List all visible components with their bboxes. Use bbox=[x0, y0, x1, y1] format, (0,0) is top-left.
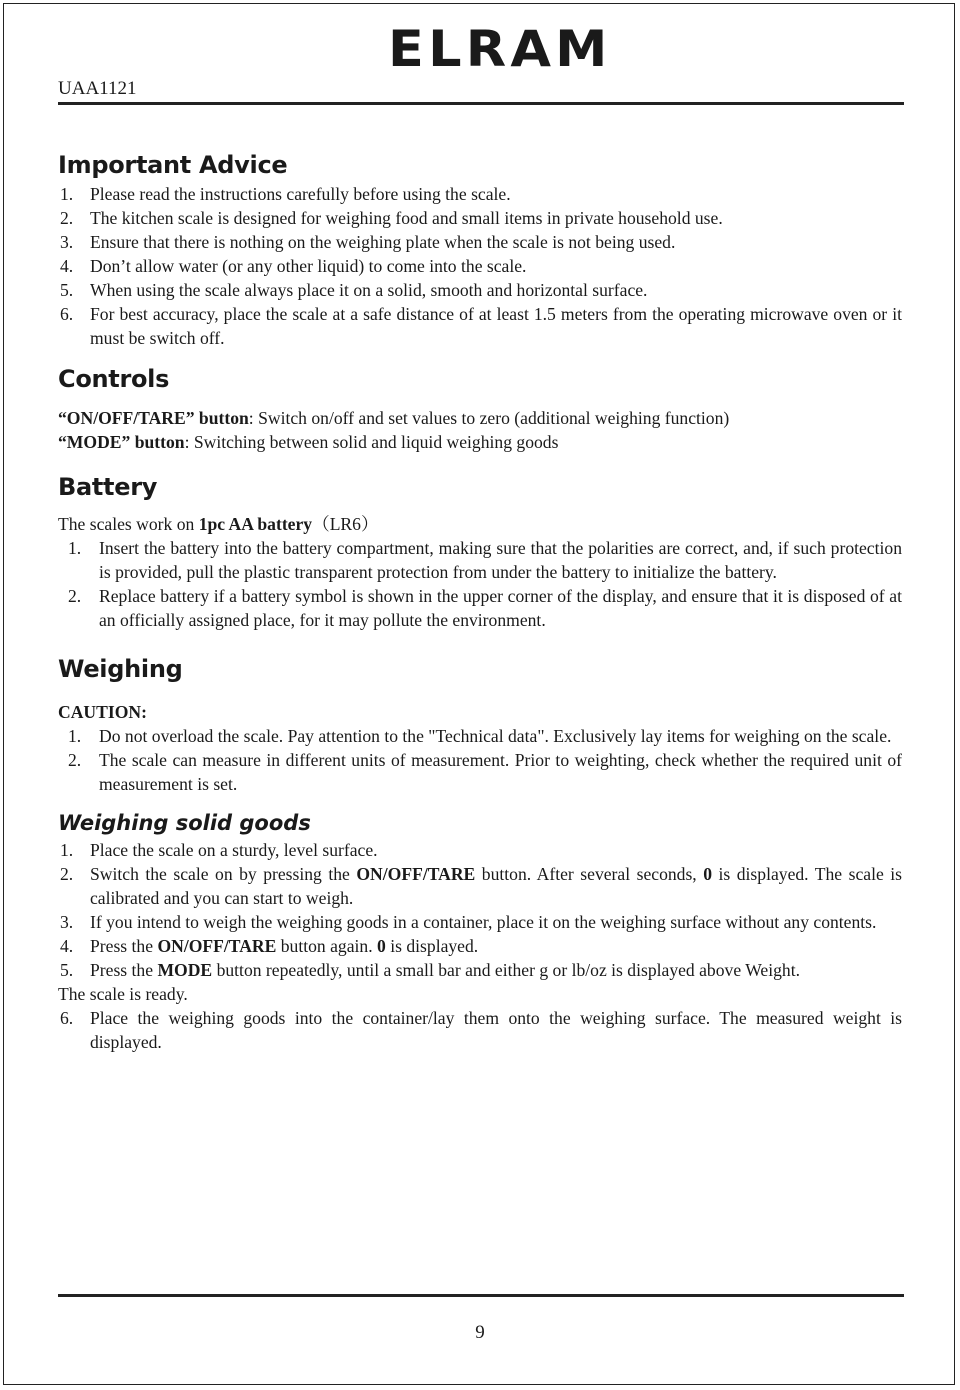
battery-list bbox=[58, 536, 902, 632]
section-title: Battery bbox=[58, 473, 158, 501]
mode-button-label: “MODE” button bbox=[58, 432, 185, 452]
header-rule bbox=[58, 102, 904, 105]
scale-ready-text: The scale is ready. bbox=[58, 984, 188, 1004]
subsection-title: Weighing solid goods bbox=[58, 811, 311, 835]
weighing-solid-section bbox=[58, 808, 902, 1054]
list-item: 1. Please read the instructions carefully before using the scale. bbox=[60, 184, 511, 204]
battery-section bbox=[58, 470, 902, 632]
list-item: 1. Do not overload the scale. Pay attention to the "Technical data". Exclusively lay items for weighing on the scale. bbox=[68, 726, 892, 746]
list-item: 4. Press the ON/OFF/TARE button again. 0 is displayed. bbox=[60, 936, 479, 956]
model-number: UAA1121 bbox=[58, 78, 137, 99]
section-title: Controls bbox=[58, 365, 170, 393]
solid-steps-list bbox=[58, 838, 902, 982]
document-body bbox=[58, 148, 902, 1054]
list-item: 5. Press the MODE button repeatedly, until a small bar and either g or lb/oz is displayed above Weight. bbox=[60, 960, 800, 980]
list-item: 2. The scale can measure in different units of measurement. Prior to weighting, check whether the required unit of measurement is set. bbox=[68, 750, 902, 794]
list-item: 6. For best accuracy, place the scale at a safe distance of at least 1.5 meters from the operating microwave oven or it must be switch off. bbox=[60, 304, 902, 348]
footer-rule bbox=[58, 1294, 904, 1297]
list-item: 5. When using the scale always place it on a solid, smooth and horizontal surface. bbox=[60, 280, 648, 300]
page-header bbox=[58, 20, 904, 104]
section-title: Weighing bbox=[58, 655, 183, 683]
page-number: 9 bbox=[475, 1322, 485, 1343]
section-title: Important Advice bbox=[58, 151, 288, 179]
onoff-button-label: “ON/OFF/TARE” button bbox=[58, 408, 249, 428]
list-item: 1. Place the scale on a sturdy, level surface. bbox=[60, 840, 378, 860]
control-onoff-description: “ON/OFF/TARE” button: Switch on/off and set values to zero (additional weighing function) bbox=[58, 408, 730, 428]
list-item: 6. Place the weighing goods into the container/lay them onto the weighing surface. The measured weight is displayed. bbox=[60, 1008, 902, 1052]
advice-list bbox=[58, 182, 902, 350]
solid-steps-list-continued bbox=[58, 1006, 902, 1054]
list-item: 2. The kitchen scale is designed for weighing food and small items in private household use. bbox=[60, 208, 723, 228]
list-item: 1. Insert the battery into the battery compartment, making sure that the polarities are correct, and, if such protection is provided, pull the plastic transparent protection from under the battery to initialize the battery. bbox=[68, 538, 902, 582]
list-item: 4. Don’t allow water (or any other liquid) to come into the scale. bbox=[60, 256, 527, 276]
brand-logo: ELRAM bbox=[388, 20, 612, 78]
weighing-section bbox=[58, 652, 902, 796]
important-advice-section bbox=[58, 148, 902, 350]
list-item: 3. Ensure that there is nothing on the weighing plate when the scale is not being used. bbox=[60, 232, 676, 252]
controls-section bbox=[58, 362, 902, 454]
list-item: 3. If you intend to weigh the weighing goods in a container, place it on the weighing surface without any contents. bbox=[60, 912, 877, 932]
list-item: 2. Switch the scale on by pressing the ON/OFF/TARE button. After several seconds, 0 is displayed. The scale is calibrated and you can start to weigh. bbox=[60, 864, 903, 908]
caution-list bbox=[58, 724, 902, 796]
control-mode-description: “MODE” button: Switching between solid and liquid weighing goods bbox=[58, 432, 559, 452]
caution-label: CAUTION: bbox=[58, 702, 147, 722]
battery-intro: The scales work on 1pc AA battery（LR6） bbox=[58, 514, 379, 534]
list-item: 2. Replace battery if a battery symbol is shown in the upper corner of the display, and ensure that it is disposed of at an officially assigned place, for it may pollute the environment. bbox=[68, 586, 902, 630]
